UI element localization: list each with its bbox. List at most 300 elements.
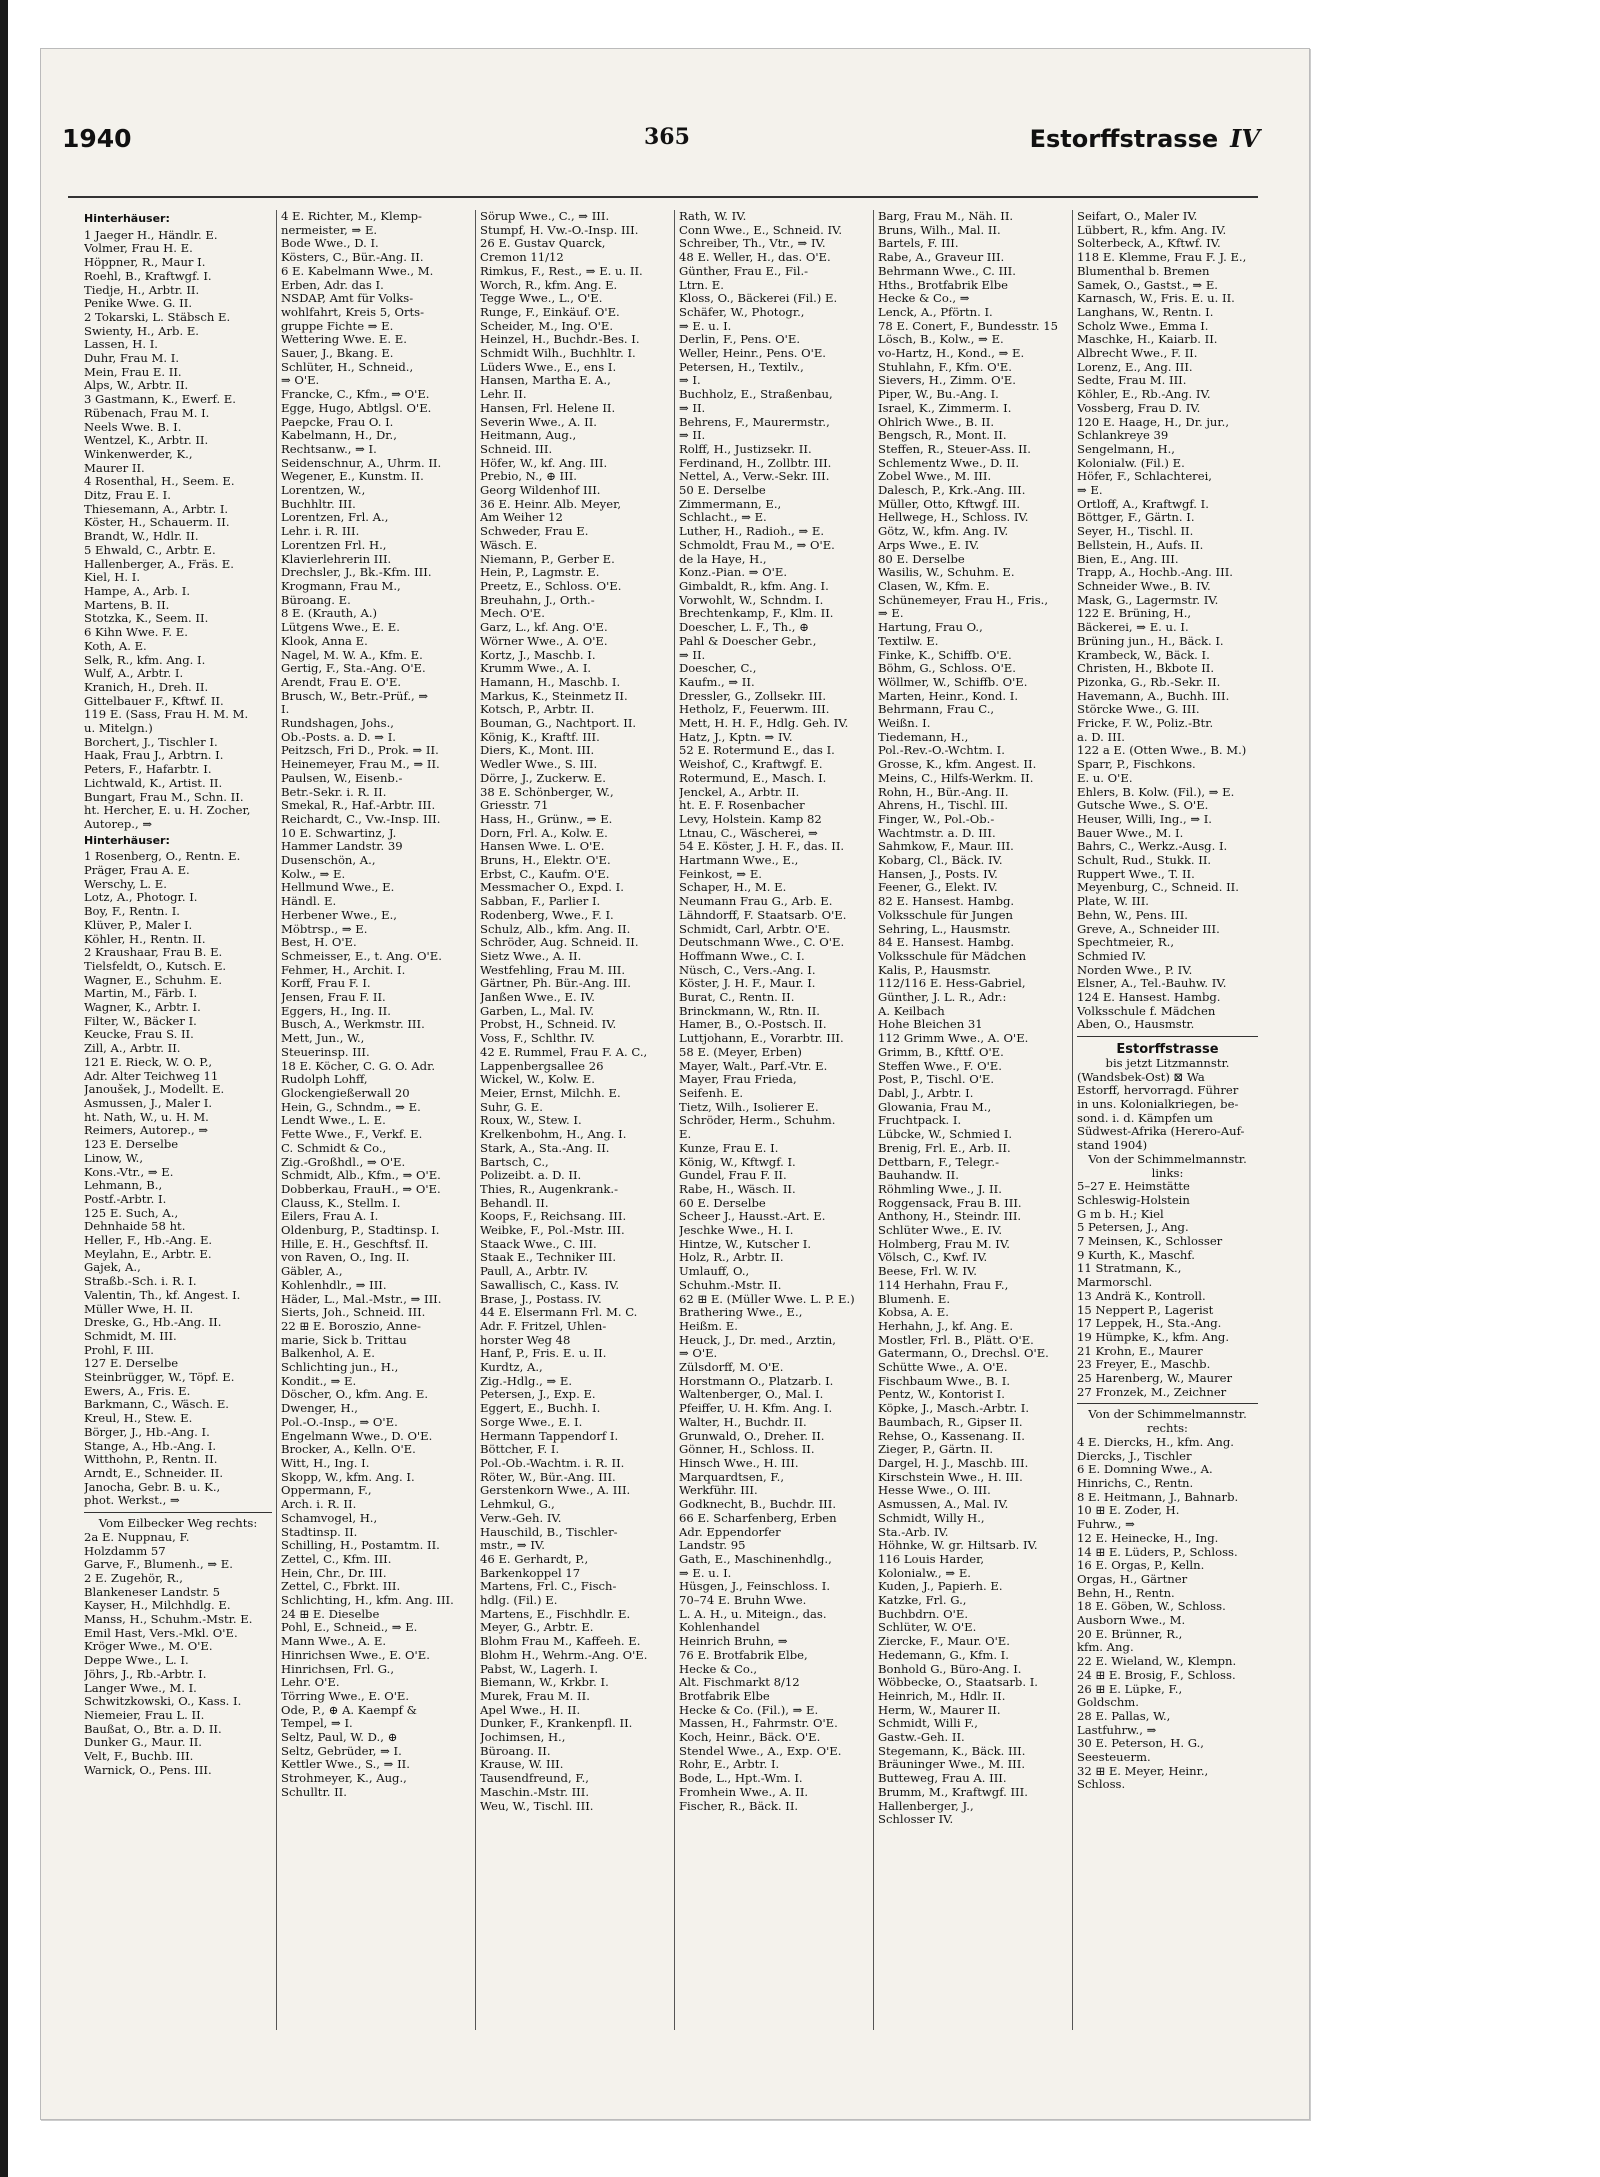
directory-entry: Meins, C., Hilfs-Werkm. II. [878,771,1034,785]
directory-entry: Lenck, A., Pförtn. I. [878,305,993,319]
directory-entry: Seifenh. E. [679,1087,744,1100]
directory-entry: Röhmling Wwe., J. II. [878,1182,1002,1196]
directory-entry: Stadtinsp. II. [281,1525,358,1539]
directory-entry: Rabe, A., Graveur III. [878,251,1005,265]
directory-entry: Ortloff, A., Kraftwgf. I. [1077,497,1209,511]
directory-entry: Kohlenhdlr., ⇒ III. [281,1278,387,1292]
directory-entry: 84 E. Hansest. Hambg. [878,936,1015,950]
directory-entry: Vossberg, Frau D. IV. [1077,401,1201,415]
directory-entry: Jensen, Frau F. II. [281,991,386,1005]
directory-entry: Schaper, H., M. E. [679,881,787,895]
directory-entry: Sauer, J., Bkang. E. [281,347,394,361]
directory-entry: Brusch, W., Betr.-Prüf., ⇒ [281,689,429,703]
directory-entry: Butteweg, Frau A. III. [878,1772,1007,1786]
directory-entry: Hetholz, F., Feuerwm. III. [679,703,830,717]
directory-entry: Wöbbecke, O., Staatsarb. I. [878,1676,1038,1690]
section-divider [1077,1403,1258,1404]
directory-entry: Duhr, Frau M. I. [84,352,180,366]
directory-entry: Betr.-Sekr. i. R. II. [281,785,387,799]
directory-entry: 48 E. Weller, H., das. O'E. [679,251,831,265]
directory-entry: Behrmann, Frau C., [878,703,995,717]
directory-entry: Peitzsch, Fri D., Prok. ⇒ II. [281,744,439,758]
directory-entry: Meyenburg, C., Schneid. II. [1077,881,1239,895]
directory-entry: Alps, W., Arbtr. II. [84,379,189,393]
directory-entry: Bien, E., Ang. III. [1077,552,1179,566]
directory-entry: Messmacher O., Expd. I. [480,881,624,895]
directory-entry: Weißn. I. [878,717,931,731]
directory-entry: Mech. O'E. [480,607,545,621]
directory-entry: Tausendfreund, F., [480,1772,589,1786]
directory-entry: Best, H. O'E. [281,936,357,950]
directory-entry: Wagner, K., Arbtr. I. [84,1001,201,1015]
directory-entry: Von der Schimmelmannstr. [1088,1408,1247,1422]
directory-entry: 119 E. (Sass, Frau H. M. M. [84,708,249,722]
street-heading [1030,124,1260,153]
directory-entry: Lichtwald, K., Artist. II. [84,776,223,790]
directory-entry: Zieger, P., Gärtn. II. [878,1443,994,1457]
directory-entry: Wettering Wwe. E. E. [281,333,407,347]
directory-entry: 11 Stratmann, K., [1077,1262,1182,1276]
directory-entry: Garben, L., Mal. IV. [480,1004,595,1018]
directory-entry: Baumbach, R., Gipser II. [878,1415,1023,1429]
directory-entry: Filter, W., Bäcker I. [84,1014,197,1028]
directory-entry: Schmidt, Willy H., [878,1511,985,1525]
directory-entry: Baußat, O., Btr. a. D. II. [84,1722,222,1736]
directory-entry: Valentin, Th., kf. Angest. I. [84,1288,241,1302]
directory-entry: Kurdtz, A., [480,1361,543,1375]
directory-entry: Häder, L., Mal.-Mstr., ⇒ III. [281,1292,442,1306]
directory-entry: Verw.-Geh. IV. [480,1511,562,1525]
directory-entry: Janocha, Gebr. B. u. K., [84,1480,221,1494]
directory-entry: Weller, Heinr., Pens. O'E. [679,347,826,361]
directory-entry: 5 Ehwald, C., Arbtr. E. [84,543,216,557]
directory-entry: 13 Andrä K., Kontroll. [1077,1289,1206,1303]
directory-entry: Schmidt, M. III. [84,1329,177,1343]
directory-entry: Rohr, E., Arbtr. I. [679,1758,780,1772]
directory-entry: Schloss. [1077,1778,1126,1792]
directory-entry: Kettler Wwe., S., ⇒ II. [281,1758,410,1772]
directory-entry: Rundshagen, Johs., [281,717,394,731]
directory-entry: Gärtner, Ph. Bür.-Ang. III. [480,977,631,991]
directory-entry: Post, P., Tischl. O'E. [878,1073,995,1087]
directory-entry: 10 ⊞ E. Zoder, H. [1077,1504,1180,1518]
directory-entry: Röter, W., Bür.-Ang. III. [480,1470,616,1484]
directory-entry: Höhnke, W. gr. Hiltsarb. IV. [878,1539,1038,1553]
directory-entry: Erbst, C., Kaufm. O'E. [480,867,610,881]
directory-entry: 5–27 E. Heimstätte [1077,1180,1190,1194]
directory-entry: Lösch, B., Kolw., ⇒ E. [878,333,1004,347]
directory-entry: Steffen Wwe., F. O'E. [878,1059,1002,1073]
directory-entry: Kortz, J., Maschb. I. [480,648,596,662]
directory-entry: 18 E. Göben, W., Schloss. [1077,1600,1226,1614]
directory-entry: Mask, G., Lagermstr. IV. [1077,593,1219,607]
directory-entry: Martens, E., Fischhdlr. E. [480,1607,631,1621]
directory-entry: Heller, F., Hb.-Ang. E. [84,1234,213,1248]
directory-entry: Völsch, C., Kwf. IV. [878,1251,988,1265]
directory-entry: Langhans, W., Rentn. I. [1077,305,1214,319]
directory-entry: Sparr, P., Fischkons. [1077,758,1196,772]
directory-entry: Hellmund Wwe., E. [281,881,395,895]
directory-entry: Balkenhol, A. E. [281,1347,375,1361]
directory-entry: Mann Wwe., A. E. [281,1635,387,1649]
directory-entry: Ahrens, H., Tischl. III. [878,799,1009,813]
directory-entry: Autorep., ⇒ [84,817,153,831]
directory-entry: Maschin.-Mstr. III. [480,1785,590,1799]
directory-entry: Hansen Wwe. L. O'E. [480,840,605,854]
directory-entry: Rohn, H., Bür.-Ang. II. [878,785,1009,799]
directory-entry: ht. Nath, W., u. H. M. [84,1110,209,1124]
directory-entry: Lappenbergsallee 26 [480,1059,604,1073]
directory-entry: Dalesch, P., Krk.-Ang. III. [878,484,1026,498]
directory-entry: Polizeibt. a. D. II. [480,1169,582,1183]
directory-entry: Schlüter Wwe., E. IV. [878,1224,1003,1238]
directory-entry: Grunwald, O., Dreher. II. [679,1429,825,1443]
directory-entry: Worch, R., kfm. Ang. E. [480,278,618,292]
directory-entry: Herm, W., Maurer II. [878,1703,1001,1717]
directory-entry: Waltenberger, O., Mal. I. [679,1388,824,1402]
directory-entry: Reichardt, C., Vw.-Insp. III. [281,812,441,826]
directory-entry: Zig.-Hdlg., ⇒ E. [480,1374,573,1388]
directory-entry: Gimbaldt, R., kfm. Ang. I. [679,579,829,593]
directory-entry: Dobberkau, FrauH., ⇒ O'E. [281,1182,441,1196]
directory-entry: Schütte Wwe., A. O'E. [878,1361,1008,1375]
directory-entry: 4 E. Diercks, H., kfm. Ang. [1077,1435,1234,1449]
directory-entry: Neels Wwe. B. I. [84,420,182,434]
page-header [40,124,1260,164]
directory-entry: Voss, F., Schlthr. IV. [480,1032,595,1046]
directory-entry: Fette Wwe., F., Verkf. E. [281,1128,423,1142]
directory-entry: Behrens, F., Maurermstr., [679,415,830,429]
directory-entry: Sta.-Arb. IV. [878,1525,949,1539]
directory-entry: Gajek, A., [84,1261,141,1275]
directory-entry: 2 Kraushaar, Frau B. E. [84,946,223,960]
directory-entry: Garve, F., Blumenh., ⇒ E. [84,1558,233,1572]
directory-entry: E. [679,1128,692,1142]
directory-entry: Maschke, H., Kaiarb. II. [1077,333,1218,347]
directory-entry: Fruchtpack. I. [878,1114,962,1128]
directory-entry: Gittelbauer F., Kftwf. II. [84,694,224,708]
directory-entry: Paepcke, Frau O. I. [281,415,394,429]
directory-entry: König, K., Kraftf. III. [480,730,600,744]
directory-entry: Stark, A., Sta.-Ang. II. [480,1141,610,1155]
directory-entry: Volmer, Frau H. E. [84,242,193,256]
directory-entry: Höfer, F., Schlachterei, [1077,470,1212,484]
directory-entry: E. u. O'E. [1077,771,1133,785]
directory-entry: Swienty, H., Arb. E. [84,324,199,338]
directory-entry: Brandt, W., Hdlr. II. [84,530,199,544]
directory-entry: Lehr. O'E. [281,1676,340,1690]
directory-entry: Paull, A., Arbtr. IV. [480,1265,589,1279]
directory-entry: Volksschule für Jungen [878,908,1013,922]
directory-entry: Rabe, H., Wäsch. II. [679,1182,796,1196]
directory-entry: Gertig, F., Sta.-Ang. O'E. [281,662,426,676]
directory-entry: Schweder, Frau E. [480,525,589,539]
directory-entry: 118 E. Klemme, Frau F. J. E., [1077,251,1247,265]
directory-entry: Ewers, A., Fris. E. [84,1384,191,1398]
directory-entry: Christen, H., Bkbote II. [1077,662,1215,676]
directory-entry: Marmorschl. [1077,1276,1153,1290]
directory-entry: Bahrs, C., Werkz.-Ausg. I. [1077,840,1228,854]
directory-entry: Petersen, J., Exp. E. [480,1388,596,1402]
directory-entry: ht. Hercher, E. u. H. Zocher, [84,804,251,818]
directory-entry: Georg Wildenhof III. [480,484,601,498]
directory-entry: Krelkenbohm, H., Ang. I. [480,1128,627,1142]
column-4 [677,210,874,2030]
directory-entry: 80 E. Derselbe [878,552,965,566]
directory-entry: Lotz, A., Photogr. I. [84,891,198,905]
directory-entry: phot. Werkst., ⇒ [84,1494,180,1508]
directory-entry: Haak, Frau J., Arbtrn. I. [84,749,224,763]
directory-entry: 2 Tokarski, L. Stäbsch E. [84,310,231,324]
directory-entry: Schleswig-Holstein [1077,1193,1190,1207]
directory-entry: Deppe Wwe., L. I. [84,1654,189,1668]
directory-entry: G m b. H.; Kiel [1077,1207,1164,1221]
directory-entry: Textilw. E. [878,634,939,648]
directory-entry: Diers, K., Mont. III. [480,744,595,758]
directory-entry: Francke, C., Kfm., ⇒ O'E. [281,388,430,402]
directory-entry: Stegemann, K., Bäck. III. [878,1744,1026,1758]
directory-entry: Schlankreye 39 [1077,429,1169,443]
directory-entry: Behn, H., Rentn. [1077,1586,1175,1600]
directory-entry: 32 ⊞ E. Meyer, Heinr., [1077,1764,1209,1778]
directory-entry: Schilling, H., Postamtm. II. [281,1539,440,1553]
directory-entry: nermeister, ⇒ E. [281,223,378,237]
directory-entry: Böttcher, F. I. [480,1443,560,1457]
header-rule [68,196,1258,198]
directory-entry: Ditz, Frau E. I. [84,489,171,503]
directory-entry: marie, Sick b. Trittau [281,1333,407,1347]
directory-entry: Schäfer, W., Photogr., [679,305,805,319]
directory-entry: Luttjohann, E., Vorarbtr. III. [679,1032,844,1046]
directory-entry: Lübcke, W., Schmied I. [878,1128,1013,1142]
directory-entry: Jeschke Wwe., H. I. [679,1224,794,1238]
directory-entry: vo-Hartz, H., Kond., ⇒ E. [878,347,1025,361]
directory-entry: 78 E. Conert, F., Bundesstr. 15 [878,319,1059,333]
directory-entry: Petersen, H., Textilv., [679,360,804,374]
directory-entry: gruppe Fichte ⇒ E. [281,319,394,333]
directory-entry: Gerstenkorn Wwe., A. III. [480,1484,631,1498]
directory-entry: Sedte, Frau M. III. [1077,374,1187,388]
directory-entry: Vorwohlt, W., Schndm. I. [679,593,824,607]
directory-entry: Seltz, Gebrüder, ⇒ I. [281,1744,402,1758]
directory-entry: Volksschule f. Mädchen [1077,1004,1216,1018]
directory-entry: Kaufm., ⇒ II. [679,675,755,689]
directory-entry: Pahl & Doescher Gebr., [679,634,817,648]
directory-entry: Adr. F. Fritzel, Uhlen- [480,1319,607,1333]
scan-edge [0,0,8,2177]
directory-entry: Götz, W., kfm. Ang. IV. [878,525,1009,539]
directory-entry: Dreske, G., Hb.-Ang. II. [84,1316,222,1330]
directory-entry: Ziercke, F., Maur. O'E. [878,1635,1010,1649]
directory-entry: sond. i. d. Kämpfen um [1077,1111,1213,1125]
directory-entry: Stendel Wwe., A., Exp. O'E. [679,1744,842,1758]
directory-entry: Müller, Otto, Kftwgf. III. [878,497,1021,511]
directory-entry: Werkführ. III. [679,1484,758,1498]
directory-entry: kfm. Ang. [1077,1641,1134,1655]
directory-entry: Lorentzen, W., [281,484,366,498]
directory-entry: Umlauff, O., [679,1265,750,1279]
directory-entry: Hallenberger, A., Fräs. E. [84,557,234,571]
directory-entry: Ohlrich Wwe., B. II. [878,415,995,429]
directory-entry: Bauer Wwe., M. I. [1077,826,1184,840]
directory-entry: links: [1151,1166,1184,1180]
directory-entry: ⇒ E. u. I. [679,319,732,333]
directory-entry: Meier, Ernst, Milchh. E. [480,1087,621,1100]
directory-entry: Stumpf, H. Vw.-O.-Insp. III. [480,223,639,237]
directory-entry: Bengsch, R., Mont. II. [878,429,1007,443]
directory-entry: Steffen, R., Steuer-Ass. II. [878,442,1031,456]
directory-entry: Hinrichs, C., Rentn. [1077,1476,1194,1490]
directory-entry: Scholz Wwe., Emma I. [1077,319,1209,333]
directory-entry: Meylahn, E., Arbtr. E. [84,1247,212,1261]
directory-entry: Katzke, Frl. G., [878,1594,967,1608]
directory-entry: Schmidt Wilh., Buchhltr. I. [480,347,636,361]
directory-entry: Händl. E. [281,895,337,909]
directory-entry: Müller Wwe, H. II. [84,1302,194,1316]
directory-entry: Selk, R., kfm. Ang. I. [84,653,206,667]
directory-entry: 10 E. Schwartinz, J. [281,826,397,840]
directory-entry: Martens, B. II. [84,598,170,612]
directory-entry: Hesse Wwe., O. III. [878,1484,991,1498]
directory-entry: Lorentzen, Frl. A., [281,511,389,525]
directory-entry: 26 E. Gustav Quarck, [480,237,606,251]
directory-entry: 42 E. Rummel, Frau F. A. C., [480,1045,648,1059]
directory-entry: 60 E. Derselbe [679,1196,766,1210]
directory-entry: 14 ⊞ E. Lüders, P., Schloss. [1077,1545,1238,1559]
directory-entry: 121 E. Rieck, W. O. P., [84,1055,213,1069]
directory-entry: Samek, O., Gastst., ⇒ E. [1077,278,1218,292]
directory-entry: 2a E. Nuppnau, F. [84,1530,190,1544]
directory-entry: Schlosser IV. [878,1813,954,1827]
directory-entry: Kunze, Frau E. I. [679,1141,779,1155]
directory-entry: Behandl. II. [480,1196,549,1210]
directory-entry: 62 ⊞ E. (Müller Wwe. L. P. E.) [679,1292,855,1306]
directory-entry: Nettel, A., Verw.-Sekr. III. [679,470,830,484]
directory-entry: L. A. H., u. Miteign., das. [679,1607,827,1621]
directory-entry: Blohm H., Wehrm.-Ang. O'E. [480,1648,648,1662]
directory-entry: Schulz, Alb., kfm. Ang. II. [480,922,631,936]
directory-entry: Buchhltr. III. [281,497,356,511]
directory-entry: Sengelmann, H., [1077,442,1175,456]
directory-entry: Bode Wwe., D. I. [281,237,379,251]
directory-entry: 66 E. Scharfenberg, Erben [679,1511,837,1525]
directory-entry: Glockengießerwall 20 [281,1087,410,1100]
directory-entry: Rudolph Lohff, [281,1073,368,1087]
directory-entry: Holz, R., Arbtr. II. [679,1251,784,1265]
directory-entry: 23 Freyer, E., Maschb. [1077,1358,1211,1372]
directory-entry: Wöllmer, W., Schiffb. O'E. [878,675,1028,689]
directory-entry: Wulf, A., Arbtr. I. [84,667,184,681]
directory-entry: Schulltr. II. [281,1785,347,1799]
directory-entry: Trapp, A., Hochb.-Ang. III. [1077,566,1233,580]
directory-entry: Tempel, ⇒ I. [281,1717,353,1731]
directory-entry: u. Mitelgn.) [84,722,153,736]
directory-entry: Zobel Wwe., M. III. [878,470,992,484]
directory-entry: Eggert, E., Buchh. I. [480,1402,601,1416]
directory-entry: Warnick, O., Pens. III. [84,1763,212,1777]
directory-entry: rechts: [1147,1422,1188,1436]
page-year: 1940 [62,124,132,153]
directory-entry: Tietz, Wilh., Isolierer E. [679,1100,819,1114]
directory-entry: Sievers, H., Zimm. O'E. [878,374,1016,388]
directory-entry: Norden Wwe., P. IV. [1077,963,1193,977]
street-name: Estorffstrasse [1029,125,1219,153]
directory-entry: Bauhandw. II. [878,1169,959,1183]
directory-entry: 114 Herhahn, Frau F., [878,1278,1009,1292]
directory-entry: Hauschild, B., Tischler- [480,1525,618,1539]
directory-entry: Kabelmann, H., Dr., [281,429,397,443]
directory-entry: ht. E. F. Rosenbacher [679,799,805,813]
directory-entry: Stange, A., Hb.-Ang. I. [84,1439,217,1453]
directory-entry: Ob.-Posts. a. D. ⇒ I. [281,730,396,744]
directory-entry: Schlacht., ⇒ E. [679,511,767,525]
directory-entry: Anthony, H., Steindr. III. [878,1210,1022,1224]
directory-entry: Zettel, C., Fbrkt. III. [281,1580,401,1594]
directory-entry: Köpke, J., Masch.-Arbtr. I. [878,1402,1030,1416]
directory-entry: Prebio, N., ⊕ III. [480,470,577,484]
directory-entry: Heinrich, M., Hdlr. II. [878,1689,1006,1703]
section-heading: Estorffstrasse [1116,1043,1219,1057]
column-1 [82,210,277,2030]
directory-entry: Meyer, G., Arbtr. E. [480,1621,594,1635]
directory-entry: 127 E. Derselbe [84,1357,179,1371]
directory-entry: Dunker, F., Krankenpfl. II. [480,1717,633,1731]
directory-entry: 116 Louis Harder, [878,1552,985,1566]
directory-entry: ⇒ II. [679,401,706,415]
directory-entry: Seifart, O., Maler IV. [1077,210,1198,223]
directory-entry: Borchert, J., Tischler I. [84,735,218,749]
directory-entry: Elsner, A., Tel.-Bauhw. IV. [1077,977,1227,991]
directory-entry: Bellstein, H., Aufs. II. [1077,538,1204,552]
directory-entry: Kayser, H., Milchhdlg. E. [84,1599,231,1613]
directory-entry: Sahmkow, F., Maur. III. [878,840,1014,854]
directory-entry: Lehmkul, G., [480,1498,555,1512]
directory-entry: Blankeneser Landstr. 5 [84,1585,220,1599]
directory-entry: Dusenschön, A., [281,854,376,868]
directory-entry: Griesstr. 71 [480,799,549,813]
directory-entry: Dressler, G., Zollsekr. III. [679,689,827,703]
directory-entry: Peters, F., Hafarbtr. I. [84,763,212,777]
directory-entry: Erben, Adr. das I. [281,278,384,292]
directory-entry: Busch, A., Werkmstr. III. [281,1018,425,1032]
directory-entry: Hartung, Frau O., [878,621,983,635]
directory-entry: 28 E. Pallas, W., [1077,1709,1171,1723]
directory-entry: Heitmann, Aug., [480,429,577,443]
directory-entry: Hamann, H., Maschb. I. [480,675,621,689]
directory-entry: Goldschm. [1077,1696,1139,1710]
directory-entry: Velt, F., Buchb. III. [84,1750,194,1764]
directory-entry: 76 E. Brotfabrik Elbe, [679,1648,808,1662]
directory-entry: Hammer Landstr. 39 [281,840,403,854]
directory-entry: 30 E. Peterson, H. G., [1077,1737,1204,1751]
directory-entry: 70–74 E. Bruhn Wwe. [679,1594,807,1608]
directory-entry: Fehmer, H., Archit. I. [281,963,406,977]
directory-entry: Schlüter, H., Schneid., [281,360,414,374]
directory-entry: Buchholz, E., Straßenbau, [679,388,833,402]
directory-entry: Runge, F., Einkäuf. O'E. [480,305,620,319]
directory-entry: Engelmann Wwe., D. O'E. [281,1429,433,1443]
directory-entry: 6 E. Kabelmann Wwe., M. [281,264,434,278]
directory-entry: Bode, L., Hpt.-Wm. I. [679,1772,803,1786]
directory-entry: Köhler, H., Rentn. II. [84,932,206,946]
directory-entry: Krumm Wwe., A. I. [480,662,592,676]
directory-entry: Kobarg, Cl., Bäck. IV. [878,854,1003,868]
directory-entry: 19 Hümpke, K., kfm. Ang. [1077,1330,1230,1344]
directory-entry: Hedemann, G., Kfm. I. [878,1648,1009,1662]
directory-entry: Brocker, A., Kelln. O'E. [281,1443,416,1457]
directory-entry: 120 E. Haage, H., Dr. jur., [1077,415,1230,429]
directory-entry: 5 Petersen, J., Ang. [1077,1221,1189,1235]
